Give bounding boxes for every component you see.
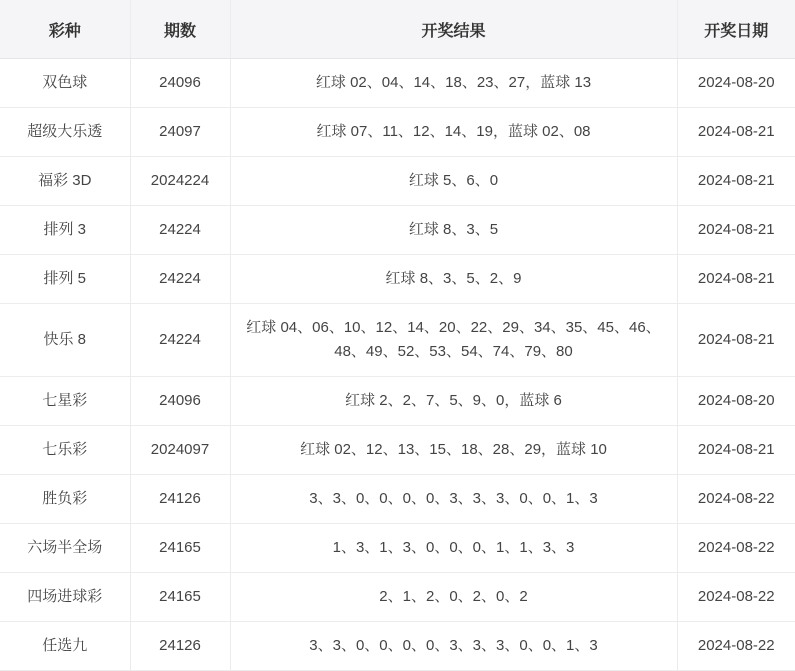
table-body — [0, 59, 795, 671]
cell-issue: 24096 — [130, 59, 230, 108]
cell-result: 3、3、0、0、0、0、3、3、3、0、0、1、3 — [230, 475, 677, 524]
cell-issue: 24224 — [130, 304, 230, 377]
table-header — [0, 0, 795, 59]
cell-issue: 2024224 — [130, 157, 230, 206]
cell-issue: 2024097 — [130, 426, 230, 475]
cell-date: 2024-08-21 — [677, 157, 795, 206]
cell-result: 1、3、1、3、0、0、0、1、1、3、3 — [230, 524, 677, 573]
cell-lottery-type: 任选九 — [0, 622, 130, 671]
cell-result: 红球 07、11、12、14、19，蓝球 02、08 — [230, 108, 677, 157]
cell-date: 2024-08-20 — [677, 59, 795, 108]
table-row — [0, 377, 795, 426]
cell-result: 2、1、2、0、2、0、2 — [230, 573, 677, 622]
cell-date: 2024-08-22 — [677, 573, 795, 622]
cell-result: 3、3、0、0、0、0、3、3、3、0、0、1、3 — [230, 622, 677, 671]
cell-date: 2024-08-20 — [677, 377, 795, 426]
cell-result: 红球 8、3、5 — [230, 206, 677, 255]
cell-date: 2024-08-22 — [677, 524, 795, 573]
column-header-date: 开奖日期 — [677, 0, 795, 59]
cell-lottery-type: 排列 3 — [0, 206, 130, 255]
table-row — [0, 108, 795, 157]
table-row — [0, 206, 795, 255]
cell-result: 红球 02、04、14、18、23、27，蓝球 13 — [230, 59, 677, 108]
cell-date: 2024-08-21 — [677, 304, 795, 377]
cell-lottery-type: 七星彩 — [0, 377, 130, 426]
table-row — [0, 426, 795, 475]
cell-lottery-type: 排列 5 — [0, 255, 130, 304]
cell-lottery-type: 六场半全场 — [0, 524, 130, 573]
cell-date: 2024-08-21 — [677, 255, 795, 304]
cell-lottery-type: 四场进球彩 — [0, 573, 130, 622]
table-row — [0, 475, 795, 524]
table-row — [0, 157, 795, 206]
table-header-row — [0, 0, 795, 59]
table-row — [0, 622, 795, 671]
cell-issue: 24165 — [130, 524, 230, 573]
cell-lottery-type: 福彩 3D — [0, 157, 130, 206]
cell-issue: 24224 — [130, 206, 230, 255]
cell-lottery-type: 胜负彩 — [0, 475, 130, 524]
cell-result: 红球 8、3、5、2、9 — [230, 255, 677, 304]
cell-issue: 24096 — [130, 377, 230, 426]
table-row — [0, 255, 795, 304]
cell-issue: 24126 — [130, 622, 230, 671]
cell-issue: 24224 — [130, 255, 230, 304]
column-header-issue: 期数 — [130, 0, 230, 59]
cell-date: 2024-08-22 — [677, 475, 795, 524]
cell-date: 2024-08-21 — [677, 206, 795, 255]
cell-result: 红球 02、12、13、15、18、28、29，蓝球 10 — [230, 426, 677, 475]
cell-result: 红球 2、2、7、5、9、0，蓝球 6 — [230, 377, 677, 426]
cell-issue: 24126 — [130, 475, 230, 524]
cell-issue: 24097 — [130, 108, 230, 157]
cell-lottery-type: 七乐彩 — [0, 426, 130, 475]
cell-date: 2024-08-22 — [677, 622, 795, 671]
table-row — [0, 59, 795, 108]
cell-lottery-type: 双色球 — [0, 59, 130, 108]
table-row — [0, 524, 795, 573]
cell-result: 红球 04、06、10、12、14、20、22、29、34、35、45、46、48、49、52、53、54、74、79、80 — [230, 304, 677, 377]
column-header-type: 彩种 — [0, 0, 130, 59]
cell-date: 2024-08-21 — [677, 426, 795, 475]
column-header-result: 开奖结果 — [230, 0, 677, 59]
cell-issue: 24165 — [130, 573, 230, 622]
cell-lottery-type: 快乐 8 — [0, 304, 130, 377]
cell-lottery-type: 超级大乐透 — [0, 108, 130, 157]
cell-result: 红球 5、6、0 — [230, 157, 677, 206]
table-row — [0, 304, 795, 377]
table-row — [0, 573, 795, 622]
cell-date: 2024-08-21 — [677, 108, 795, 157]
